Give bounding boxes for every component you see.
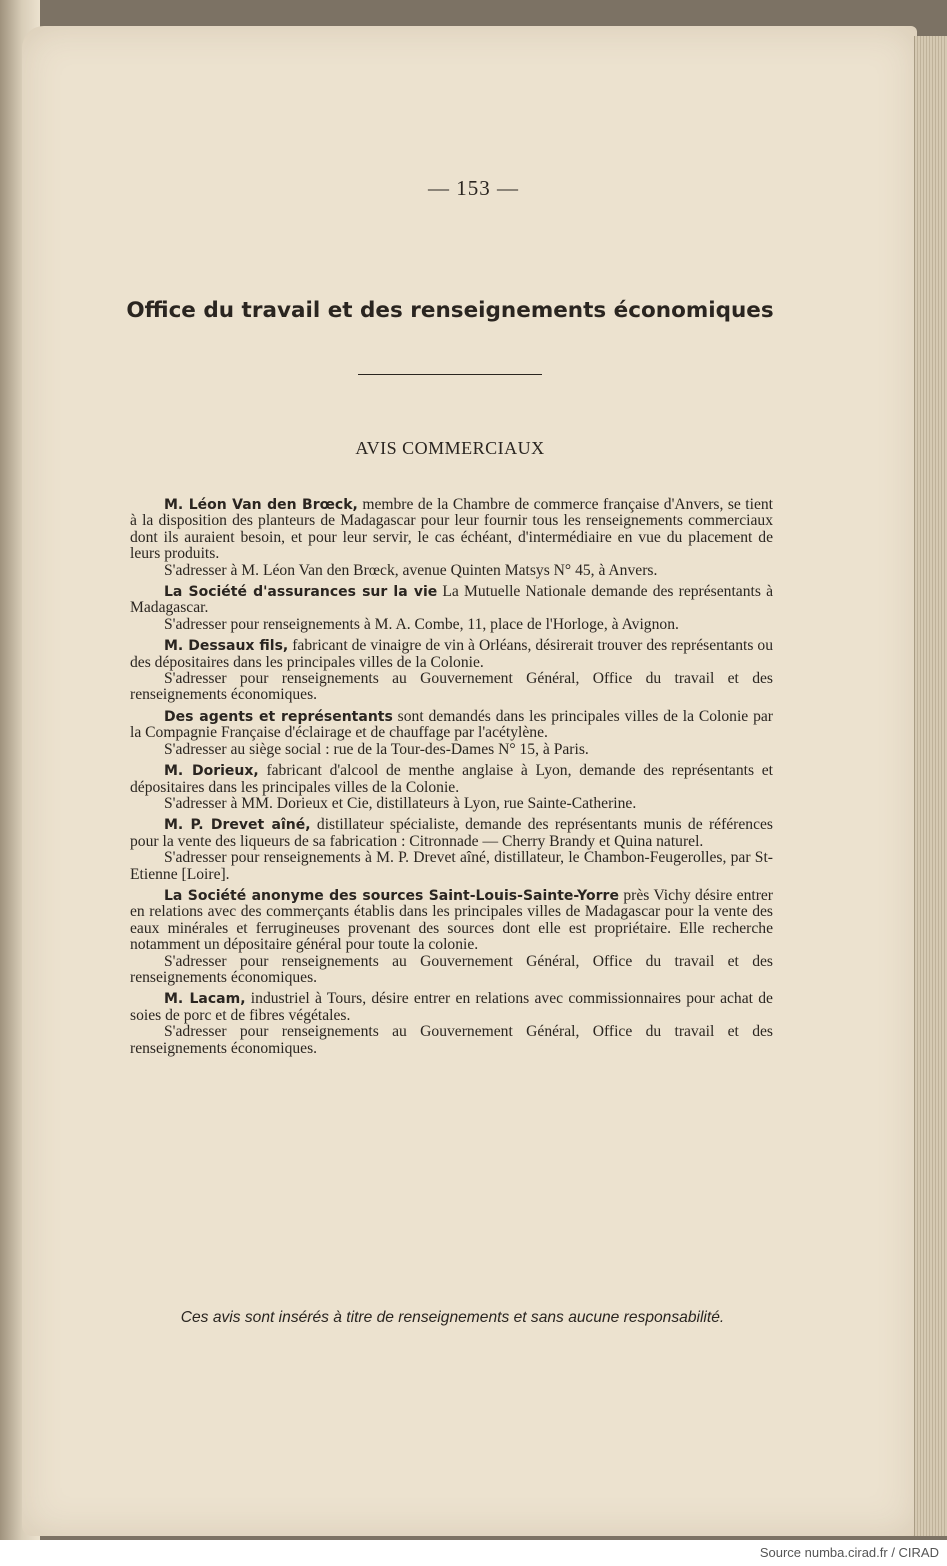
notice-text: près Vichy désire entrer en relations avec des commerçants établis dans les principales villes de Madagascar pour la vente des eaux minérales et ferrugineuses provenant des sources dont elle est propriétaire. Elle recherche notamment un dépositaire général pour toute la colonie.	[130, 886, 774, 954]
notice-address: S'adresser au siège social : rue de la Tour-des-Dames N° 15, à Paris.	[164, 740, 589, 758]
notice-address: S'adresser à MM. Dorieux et Cie, distillateurs à Lyon, rue Sainte-Catherine.	[164, 794, 637, 812]
notice-paragraph	[130, 709, 773, 742]
notice-lead: M. Dorieux,	[164, 763, 259, 780]
section-heading: AVIS COMMERCIAUX	[355, 438, 545, 458]
notice-address: S'adresser pour renseignements au Gouvernement Général, Office du travail et des renseignements économiques.	[130, 670, 773, 704]
page-number: — 153 —	[428, 176, 519, 200]
notice-lead: M. Léon Van den Brœck,	[164, 497, 358, 513]
notice-lead: La Société d'assurances sur la vie	[164, 584, 438, 601]
notice-paragraph	[130, 817, 773, 850]
notice-paragraph	[130, 763, 773, 796]
notice-text: membre de la Chambre de commerce française d'Anvers, se tient à la disposition des planteurs de Madagascar pour leur fournir tous les renseignements commerciaux dont ils auraient besoin, et pour leur servir, le cas échéant, d'intermédiaire en vue du placement de leurs produits.	[130, 496, 774, 563]
notice-paragraph	[130, 638, 773, 671]
page-edges	[914, 36, 947, 1536]
page-title: Office du travail et des renseignements économiques	[126, 298, 774, 323]
notice-paragraph	[130, 991, 773, 1024]
source-credit: Source numba.cirad.fr / CIRAD	[759, 1545, 939, 1560]
notice-lead: M. Lacam,	[164, 991, 246, 1008]
notice-text: distillateur spécialiste, demande des représentants munis de références pour la vente des liqueurs de sa fabrication : Citronnade — Cherry Brandy et Quina naturel.	[130, 816, 774, 850]
notice-paragraph	[130, 888, 773, 954]
notice-address: S'adresser à M. Léon Van den Brœck, avenue Quinten Matsys N° 45, à Anvers.	[164, 561, 658, 579]
notice-paragraph	[130, 497, 773, 563]
notice-address: S'adresser pour renseignements au Gouvernement Général, Office du travail et des renseignements économiques.	[130, 1023, 773, 1057]
notice-text: industriel à Tours, désire entrer en relations avec commissionnaires pour achat de soies de porc et de fibres végétales.	[130, 990, 773, 1024]
notice-lead: Des agents et représentants	[164, 708, 393, 725]
title-divider	[358, 374, 542, 375]
notice-lead: La Société anonyme des sources Saint-Louis-Sainte-Yorre	[164, 887, 619, 904]
notice-lead: M. Dessaux fils,	[164, 638, 289, 655]
notice-text: fabricant d'alcool de menthe anglaise à Lyon, demande des représentants et dépositaires dans les principales villes de la Colonie.	[130, 762, 773, 796]
notice-text: fabricant de vinaigre de vin à Orléans, désirerait trouver des représentants ou des dépositaires dans les principales villes de la Colonie.	[130, 637, 773, 671]
disclaimer-footer: Ces avis sont insérés à titre de renseignements et sans aucune responsabilité.	[180, 1309, 725, 1326]
notices-body	[130, 497, 773, 1057]
notice-text: La Mutuelle Nationale demande des représentants à Madagascar.	[130, 583, 773, 617]
notice-address: S'adresser pour renseignements au Gouvernement Général, Office du travail et des renseignements économiques.	[130, 952, 773, 986]
notice-paragraph	[130, 584, 773, 617]
notice-lead: M. P. Drevet aîné,	[164, 817, 311, 834]
notice-address: S'adresser pour renseignements à M. A. Combe, 11, place de l'Horloge, à Avignon.	[164, 615, 679, 633]
notice-address: S'adresser pour renseignements à M. P. Drevet aîné, distillateur, le Chambon-Feugerolles, par St-Etienne [Loire].	[130, 849, 773, 883]
notice-text: sont demandés dans les principales villes de la Colonie par la Compagnie Française d'éclairage et de chauffage par l'acétylène.	[130, 707, 773, 742]
